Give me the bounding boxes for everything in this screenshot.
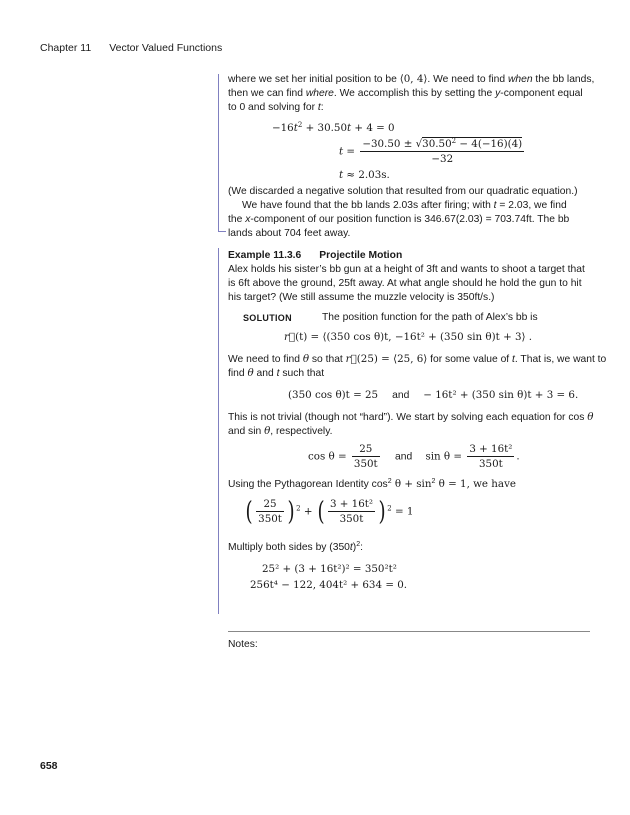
paragraph-line: and sin θ, respectively. (228, 425, 333, 437)
equation-line: r⃗(t) = ⟨(350 cos θ)t, −16t² + (350 sin θ)t + 3⟩ . (284, 331, 533, 343)
paragraph-line: Using the Pythagorean Identity $\cos^2 \theta + \sin^2 \theta = 1$, we have (228, 478, 516, 490)
paragraph-line: (We discarded a negative solution that resulted from our quadratic equation.) (228, 186, 578, 197)
example-line: his target? (We still assume the muzzle velocity is 350ft/s.) (228, 292, 495, 303)
chapter-label: Chapter 11 (40, 42, 92, 54)
equation-line: cos θ = $\frac{25}{350t}$ and sin θ = $\frac{\text{3 + 16t²}}{350t}$ . (308, 443, 520, 470)
paragraph-line: where we set her initial position to be ⟨0, 4⟩. We need to find when the bb lands, (228, 73, 595, 85)
page-number: 658 (40, 760, 58, 772)
paragraph-line: then we can find where. We accomplish this by setting the y-component equal (228, 88, 583, 99)
paragraph-line: This is not trivial (though not “hard”). We start by solving each equation for cos θ (228, 411, 594, 423)
solution-label: SOLUTION (243, 313, 292, 323)
notes-label: Notes: (228, 639, 258, 650)
chapter-title: Vector Valued Functions (109, 42, 223, 54)
example-line: Alex holds his sister’s bb gun at a height of 3ft and wants to shoot a target that (228, 264, 585, 275)
paragraph-line: to 0 and solving for t: (228, 102, 324, 113)
notes-divider (228, 631, 590, 632)
equation-line: ( $\frac{25}{350t}$ ) $^2$ + ( $\frac{\text{3 + 16t²}}{350t}$ ) $^2$ = 1 (245, 496, 414, 527)
paragraph-line: We need to find θ so that r⃗(25) = ⟨25, 6⟩ for some value of t. That is, we want to (228, 353, 607, 365)
example-heading: Example 11.3.6 Projectile Motion (228, 250, 403, 261)
equation-line: $-16t^2 + 30.50t + 4 = 0$ (272, 121, 395, 134)
paragraph-line: We have found that the bb lands 2.03s after firing; with t = 2.03, we find (242, 200, 567, 211)
quadratic-fraction: $\frac{-30.50 \pm √30.50^2 - 4(-16)(4)}{-32}$ (362, 137, 523, 165)
example-line: is 6ft above the ground, 25ft away. At what angle should he hold the gun to hit (228, 278, 582, 289)
equation-line: (350 cos θ)t = 25 and − 16t² + (350 sin θ)t + 3 = 6. (288, 389, 579, 401)
paragraph-line: find θ and t such that (228, 367, 325, 379)
paragraph-line: the x-component of our position function is 346.67(2.03) = 703.74ft. The bb (228, 214, 570, 225)
margin-rule (218, 248, 219, 614)
paragraph-line: Multiply both sides by $(350t)^2$: (228, 541, 364, 553)
equation-line: 256t⁴ − 122, 404t² + 634 = 0. (250, 579, 408, 591)
margin-rule (218, 74, 219, 232)
running-header (40, 42, 222, 54)
paragraph-line: lands about 704 feet away. (228, 228, 351, 239)
equation-line: t ≈ 2.03s. (339, 169, 390, 181)
equation-line: t = $\frac{-30.50 \pm √30.50^2 - 4(-16)(4)}{-32}$ (339, 137, 523, 165)
margin-rule-hook (218, 231, 226, 232)
equation-line: 25² + (3 + 16t²)² = 350²t² (262, 563, 397, 575)
solution-text: The position function for the path of Alex’s bb is (322, 312, 538, 323)
